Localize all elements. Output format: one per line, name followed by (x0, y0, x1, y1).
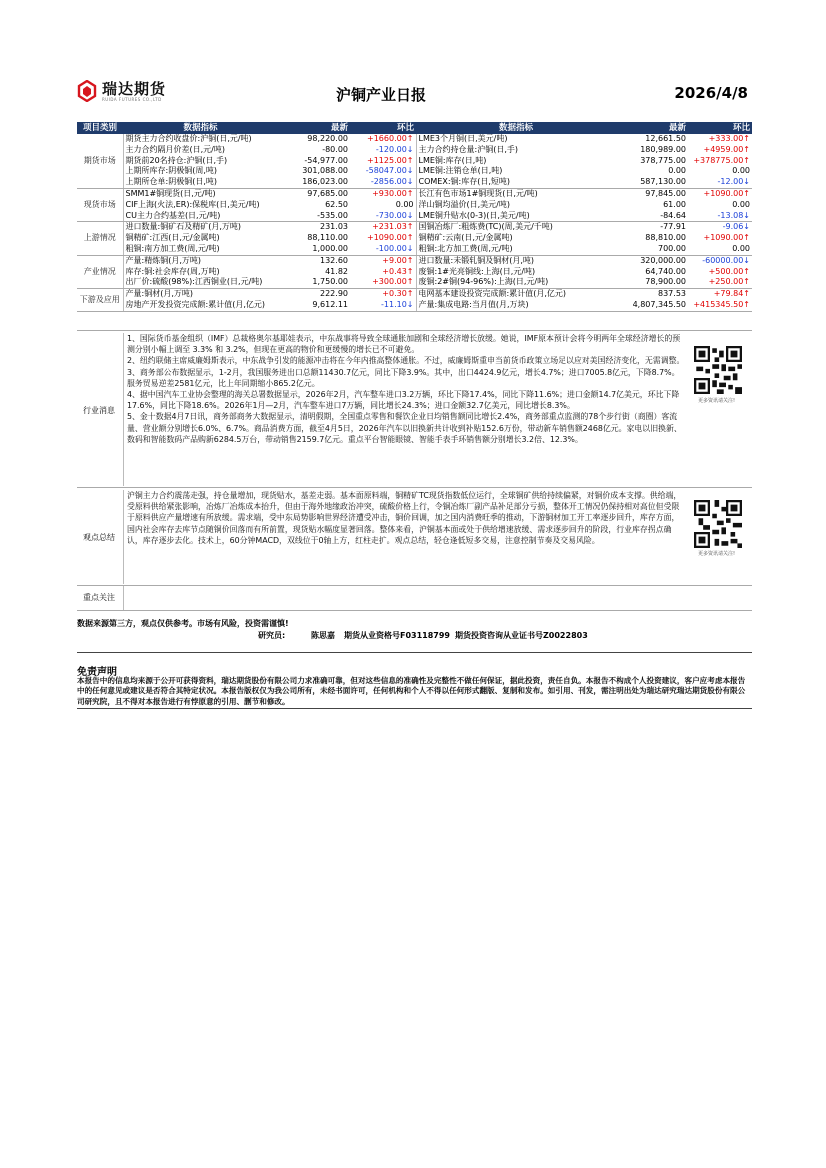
data-source-note: 数据来源第三方，观点仅供参考。市场有风险，投资需谨慎! (77, 619, 289, 628)
header-change-left: 环比 (350, 122, 416, 134)
metric-name: LME铜:注销仓单(日,吨) (416, 166, 616, 177)
metric-change: -13.08↓ (688, 211, 752, 222)
metric-name: 期货前20名持仓:沪铜(日,手) (123, 156, 278, 167)
data-table (77, 122, 752, 312)
metric-change: +1090.00↑ (367, 233, 414, 243)
header-change-right: 环比 (688, 122, 752, 134)
news-section (77, 330, 752, 488)
metric-value: 1,000.00 (278, 244, 350, 255)
metric-name: 铜精矿:江西(日,元/金属吨) (123, 233, 278, 244)
metric-name: 电网基本建设投资完成额:累计值(月,亿元) (416, 289, 616, 300)
row-category: 现货市场 (77, 188, 123, 221)
table-row (77, 211, 752, 222)
metric-value: 180,989.00 (640, 144, 686, 154)
metric-name: 长江有色市场1#铜现货(日,元/吨) (416, 188, 616, 199)
metric-name: 粗铜:北方加工费(周,元/吨) (416, 244, 616, 255)
table-header-row (77, 122, 752, 134)
view-body: 沪铜主力合约震荡走强，持仓量增加，现货贴水，基差走弱。基本面原料端，铜精矿TC现货指数低位运行，全球铜矿供给持续偏紧，对铜价成本支撑。供给端，受原料供给紧张影响，冶炼厂冶炼成本抬升，但由于海外地缘政治冲突，硫酸价格上行，令铜冶炼厂副产品补足部分亏损，整体开工情况仍保持相对高位但受限于原料供应产量增速有所放缓。需求端，受中东局势影响世界经济遭受冲击，铜价回调，加之国内消费旺季的推动，下游铜材加工开工率逐步回升，库存方面，国内社会库存去库节点随铜价回落而有所前置，现货贴水幅度显著回落。整体来看，沪铜基本面或处于供给增速放缓、需求逐步回升的阶段，行业库存拐点确认，库存逐步去化。技术上，60分钟MACD，双线位于0轴上方，红柱走扩。观点总结，轻仓逢低短多交易，注意控制节奏及交易风险。 (123, 490, 687, 584)
view-category: 观点总结 (83, 533, 115, 542)
news-item: 2、纽约联储主席威廉姆斯表示，中东战争引发的能源冲击将在今年内推高整体通胀。不过，威廉姆斯重申当前货币政策立场足以应对美国经济变化，无需调整。 (127, 356, 685, 366)
metric-value: 378,775.00 (640, 155, 686, 165)
metric-change: +231.03↑ (372, 222, 414, 232)
metric-change: +0.30↑ (382, 289, 414, 299)
header-latest-left: 最新 (278, 122, 350, 134)
metric-name: 产量:铜材(月,万吨) (123, 289, 278, 300)
metric-name: 进口数量:铜矿石及精矿(月,万吨) (123, 222, 278, 233)
metric-change: -11.10↓ (350, 300, 416, 311)
metric-name: 主力合约隔月价差(日,元/吨) (123, 145, 278, 156)
metric-name: 废铜:1#光亮铜线:上海(日,元/吨) (416, 267, 616, 278)
metric-name: LME3个月铜(日,美元/吨) (416, 134, 616, 145)
disclaimer-title: 免责声明 (77, 667, 117, 678)
metric-value: 97,685.00 (307, 188, 348, 198)
table-row (77, 134, 752, 145)
metric-change: +4959.00↑ (703, 144, 750, 154)
metric-value: 0.00 (668, 166, 686, 176)
metric-value: 301,088.00 (302, 166, 348, 176)
metric-name: 出厂价:硫酸(98%):江西铜业(日,元/吨) (123, 277, 278, 288)
metric-change: 0.00 (395, 199, 414, 209)
table-row (77, 156, 752, 167)
divider (77, 708, 752, 709)
metric-name: 粗铜:南方加工费(周,元/吨) (123, 244, 278, 255)
metric-change: +0.43↑ (382, 266, 414, 276)
metric-change: +415345.50↑ (688, 300, 752, 311)
metric-value: -54,977.00 (304, 155, 348, 165)
metric-change: -60000.00↓ (702, 255, 750, 265)
news-item: 3、商务部公布数据显示，1-2月，我国服务进出口总额11430.7亿元，同比下降3.9%。其中，出口4424.9亿元，增长4.7%；进口7005.8亿元，下降8.7%。服务贸易逆差2581亿元，比上年同期缩小865.2亿元。 (127, 367, 680, 388)
news-item: 5、金十数据4月7日讯，商务部商务大数据显示，清明假期，全国重点零售和餐饮企业日均销售额同比增长2.4%，商务部重点监测的78个步行街（商圈）客流量、营业额分别增长6.0%、6.7%。商品消费方面，截至4月5日，2026年汽车以旧换新共计收到补贴152.6万份，带动新车销售额2468亿元。家电以旧换新、数码和智能数码产品购新6284.5万台，带动销售2159.7亿元。重点平台智能眼镜、智能手表手环销售额分别增长3.2倍、12.3%。 (127, 412, 682, 444)
metric-change: 0.00 (732, 199, 750, 209)
header-category: 项目类别 (77, 122, 123, 134)
table-row (77, 255, 752, 266)
metric-change: -2856.00↓ (350, 177, 416, 188)
researcher-label: 研究员: (258, 631, 286, 640)
table-row (77, 200, 752, 211)
row-category: 上游情况 (77, 222, 123, 255)
news-qr-caption: 更多资讯请关注! (698, 398, 736, 404)
table-row (77, 289, 752, 300)
news-body (123, 333, 687, 486)
table-row (77, 300, 752, 311)
focus-category: 重点关注 (83, 593, 115, 602)
view-section (77, 487, 752, 586)
metric-value: 88,110.00 (307, 233, 348, 243)
row-category: 下游及应用 (77, 289, 123, 312)
metric-change: +930.00↑ (372, 188, 414, 198)
metric-name: 国铜冶炼厂:粗炼费(TC)(周,美元/千吨) (416, 222, 616, 233)
metric-change: 0.00 (732, 166, 750, 176)
metric-name: 房地产开发投资完成额:累计值(月,亿元) (123, 300, 278, 311)
metric-name: 主力合约持仓量:沪铜(日,手) (416, 145, 616, 156)
metric-change: +1090.00↑ (703, 188, 750, 198)
metric-name: 进口数量:未锻轧铜及铜材(月,吨) (416, 255, 616, 266)
metric-name: 铜精矿:云南(日,元/金属吨) (416, 233, 616, 244)
focus-section (77, 585, 752, 611)
metric-change: +500.00↑ (708, 266, 750, 276)
page-title: 沪铜产业日报 (336, 86, 427, 104)
table-row (77, 145, 752, 156)
metric-name: 上期所库存:阴极铜(周,吨) (123, 166, 278, 177)
row-category: 期货市场 (77, 134, 123, 188)
metric-change: -120.00↓ (375, 144, 414, 154)
metric-change: -12.00↓ (688, 177, 752, 188)
metric-value: 88,810.00 (645, 233, 686, 243)
metric-name: 库存:铜:社会库存(周,万吨) (123, 267, 278, 278)
metric-change: -58047.00↓ (365, 166, 414, 176)
metric-change: -100.00↓ (350, 244, 416, 255)
metric-value: 700.00 (616, 244, 688, 255)
metric-value: -84.64 (616, 211, 688, 222)
table-row (77, 188, 752, 199)
brand-logo (77, 80, 166, 102)
disclaimer-body: 本报告中的信息均来源于公开可获得资料，瑞达期货股份有限公司力求准确可靠，但对这些信息的准确性及完整性不做任何保证，据此投资，责任自负。本报告不构成个人投资建议，客户应考虑本报告中的任何意见或建议是否符合其特定状况。本报告版权仅为我公司所有，未经书面许可，任何机构和个人不得以任何形式翻版、复制和发布。如引用、刊发，需注明出处为瑞达研究瑞达期货股份有限公司研究院，且不得对本报告进行有悖原意的引用、删节和修改。 (77, 676, 746, 706)
metric-value: 587,130.00 (616, 177, 688, 188)
view-qr-caption: 更多资讯请关注! (698, 551, 736, 557)
metric-value: 837.53 (658, 289, 686, 299)
metric-value: 78,900.00 (616, 277, 688, 288)
table-row (77, 166, 752, 177)
metric-name: CIF上海(火法,ER):保税库(日,美元/吨) (123, 200, 278, 211)
metric-change: +9.00↑ (382, 255, 414, 265)
metric-value: 9,612.11 (278, 300, 350, 311)
metric-value: 98,220.00 (307, 134, 348, 143)
table-row (77, 267, 752, 278)
license-consulting: 期货投资咨询从业证书号Z0022803 (455, 631, 588, 640)
focus-body (123, 586, 684, 610)
metric-value: 61.00 (663, 199, 686, 209)
license-qualification: 期货从业资格号F03118799 (344, 631, 450, 640)
metric-change: -730.00↓ (350, 211, 416, 222)
metric-value: 97,845.00 (645, 188, 686, 198)
metric-name: LME铜:库存(日,吨) (416, 156, 616, 167)
header-latest-right: 最新 (616, 122, 688, 134)
report-date: 2026/4/8 (674, 84, 748, 102)
table-row (77, 233, 752, 244)
news-item: 1、国际货币基金组织（IMF）总裁格奥尔基耶娃表示，中东战事将导致全球通胀加剧和全球经济增长放缓。她说，IMF原本预计会将今明两年全球经济增长的预测分别小幅上调至 3.3% 和 3.2%，但现在更高的物价和更缓慢的增长已不可避免。 (127, 334, 681, 355)
metric-name: COMEX:铜:库存(日,短吨) (416, 177, 616, 188)
metric-change: 0.00 (688, 244, 752, 255)
metric-name: 期货主力合约收盘价:沪铜(日,元/吨) (123, 134, 278, 145)
metric-change: +1660.00↑ (367, 134, 414, 143)
metric-name: 上期所仓单:阴极铜(日,吨) (123, 177, 278, 188)
news-item: 4、据中国汽车工业协会整理的海关总署数据显示，2026年2月，汽车整车进口3.2万辆，环比下降17.4%，同比下降11.6%；进口金额14.7亿美元，环比下降17.6%，同比下降18.6%。2026年1月—2月，汽车整车进口7万辆，同比增长24.3%；进口金额32.7亿美元，同比增长8.3%。 (127, 390, 680, 411)
metric-value: 62.50 (325, 199, 348, 209)
metric-value: 12,661.50 (645, 134, 686, 143)
metric-value: 64,740.00 (645, 266, 686, 276)
metric-value: 4,807,345.50 (616, 300, 688, 311)
header-metric-right: 数据指标 (416, 122, 616, 134)
divider (77, 652, 752, 653)
metric-name: CU主力合约基差(日,元/吨) (123, 211, 278, 222)
row-category: 产业情况 (77, 255, 123, 288)
metric-name: LME铜升贴水(0-3)(日,美元/吨) (416, 211, 616, 222)
metric-change: -9.06↓ (722, 222, 750, 232)
brand-name-en: RUIDA FUTURES CO.,LTD (102, 96, 162, 102)
table-row (77, 222, 752, 233)
metric-name: 废铜:2#铜(94-96%):上海(日,元/吨) (416, 277, 616, 288)
metric-change: +300.00↑ (350, 277, 416, 288)
table-row (77, 277, 752, 288)
metric-change: +1125.00↑ (367, 155, 414, 165)
metric-name: SMM1#铜现货(日,元/吨) (123, 188, 278, 199)
header-metric-left: 数据指标 (123, 122, 278, 134)
qr-code-icon (694, 346, 742, 394)
metric-value: 132.60 (320, 255, 348, 265)
metric-value: -80.00 (322, 144, 348, 154)
metric-value: -535.00 (278, 211, 350, 222)
qr-code-icon (694, 500, 742, 548)
metric-name: 产量:精炼铜(月,万吨) (123, 255, 278, 266)
metric-change: +333.00↑ (708, 134, 750, 143)
metric-value: 186,023.00 (278, 177, 350, 188)
metric-change: +378775.00↑ (693, 155, 750, 165)
metric-change: +79.84↑ (713, 289, 750, 299)
metric-change: +250.00↑ (688, 277, 752, 288)
metric-value: 41.82 (325, 266, 348, 276)
brand-name: 瑞达期货 (102, 79, 167, 98)
researcher-name: 陈思嘉 (311, 631, 335, 640)
metric-change: +1090.00↑ (703, 233, 750, 243)
ruida-logo-icon (77, 80, 97, 102)
table-row (77, 177, 752, 188)
metric-value: 231.03 (320, 222, 348, 232)
metric-value: 320,000.00 (640, 255, 686, 265)
metric-name: 洋山铜均溢价(日,美元/吨) (416, 200, 616, 211)
news-category: 行业消息 (83, 406, 115, 415)
metric-value: 222.90 (320, 289, 348, 299)
metric-value: 1,750.00 (278, 277, 350, 288)
metric-value: -77.91 (660, 222, 686, 232)
metric-name: 产量:集成电路:当月值(月,万块) (416, 300, 616, 311)
table-body (77, 134, 752, 311)
table-row (77, 244, 752, 255)
